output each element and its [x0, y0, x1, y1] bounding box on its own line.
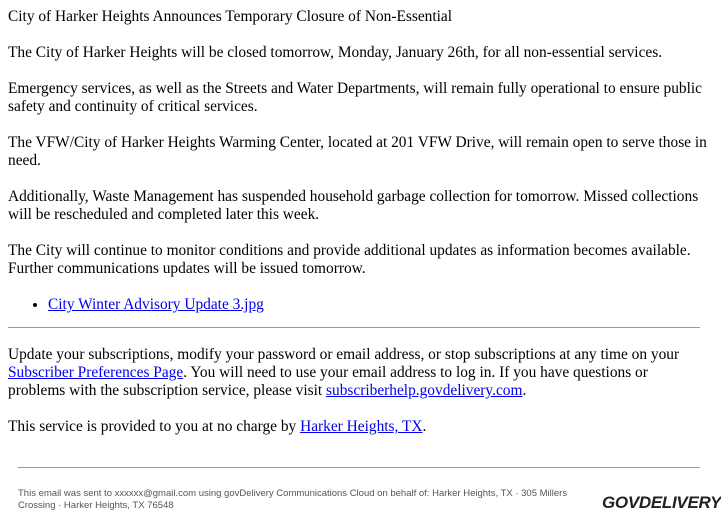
subscription-text — [8, 346, 708, 400]
logo-text: GOVDELIVERY — [602, 493, 721, 512]
paragraph-updates: The City will continue to monitor conditions and provide additional updates as information becomes available. Further communications updates will be issued tomorrow. — [8, 242, 691, 277]
footer-text: This email was sent to xxxxxx@gmail.com using govDelivery Communications Cloud on behalf of: Harker Heights, TX · 305 Millers Crossing · Harker Heights, TX 76548 — [18, 488, 568, 511]
attachment-link[interactable]: City Winter Advisory Update 3.jpg — [48, 296, 264, 313]
service-text-end: . — [422, 418, 427, 435]
subscription-line1: Update your subscriptions, modify your password or email address, or stop subscriptions at any time on your — [8, 346, 680, 363]
govdelivery-logo — [602, 494, 721, 512]
subscription-section — [8, 346, 708, 454]
email-body — [8, 8, 708, 332]
org-link[interactable]: Harker Heights, TX — [300, 418, 423, 435]
email-title: City of Harker Heights Announces Temporary Closure of Non-Essential — [8, 8, 453, 25]
paragraph-warming-center: The VFW/City of Harker Heights Warming Center, located at 201 VFW Drive, will remain open to serve those in need. — [8, 134, 707, 169]
subscriber-preferences-link[interactable]: Subscriber Preferences Page — [8, 364, 184, 381]
subscriber-help-link[interactable]: subscriberhelp.govdelivery.com — [326, 382, 523, 399]
service-text — [8, 418, 708, 436]
paragraph-closure: The City of Harker Heights will be closed tomorrow, Monday, January 26th, for all non-essential services. — [8, 44, 663, 61]
attachment-list — [8, 296, 708, 314]
subscription-line2-end: . — [522, 382, 527, 399]
paragraph-emergency: Emergency services, as well as the Streets and Water Departments, will remain fully operational to ensure public safety and continuity of critical services. — [8, 80, 702, 115]
service-text-label: This service is provided to you at no charge by — [8, 418, 301, 435]
footer-divider — [18, 467, 700, 468]
divider — [8, 327, 700, 328]
subscription-line2: . You will need to use your email address to log in. If you have questions or problems with the subscription service, please visit — [8, 364, 648, 399]
paragraph-waste: Additionally, Waste Management has suspended household garbage collection for tomorrow. Missed collections will be rescheduled and completed later this week. — [8, 188, 699, 223]
list-item — [48, 296, 708, 314]
